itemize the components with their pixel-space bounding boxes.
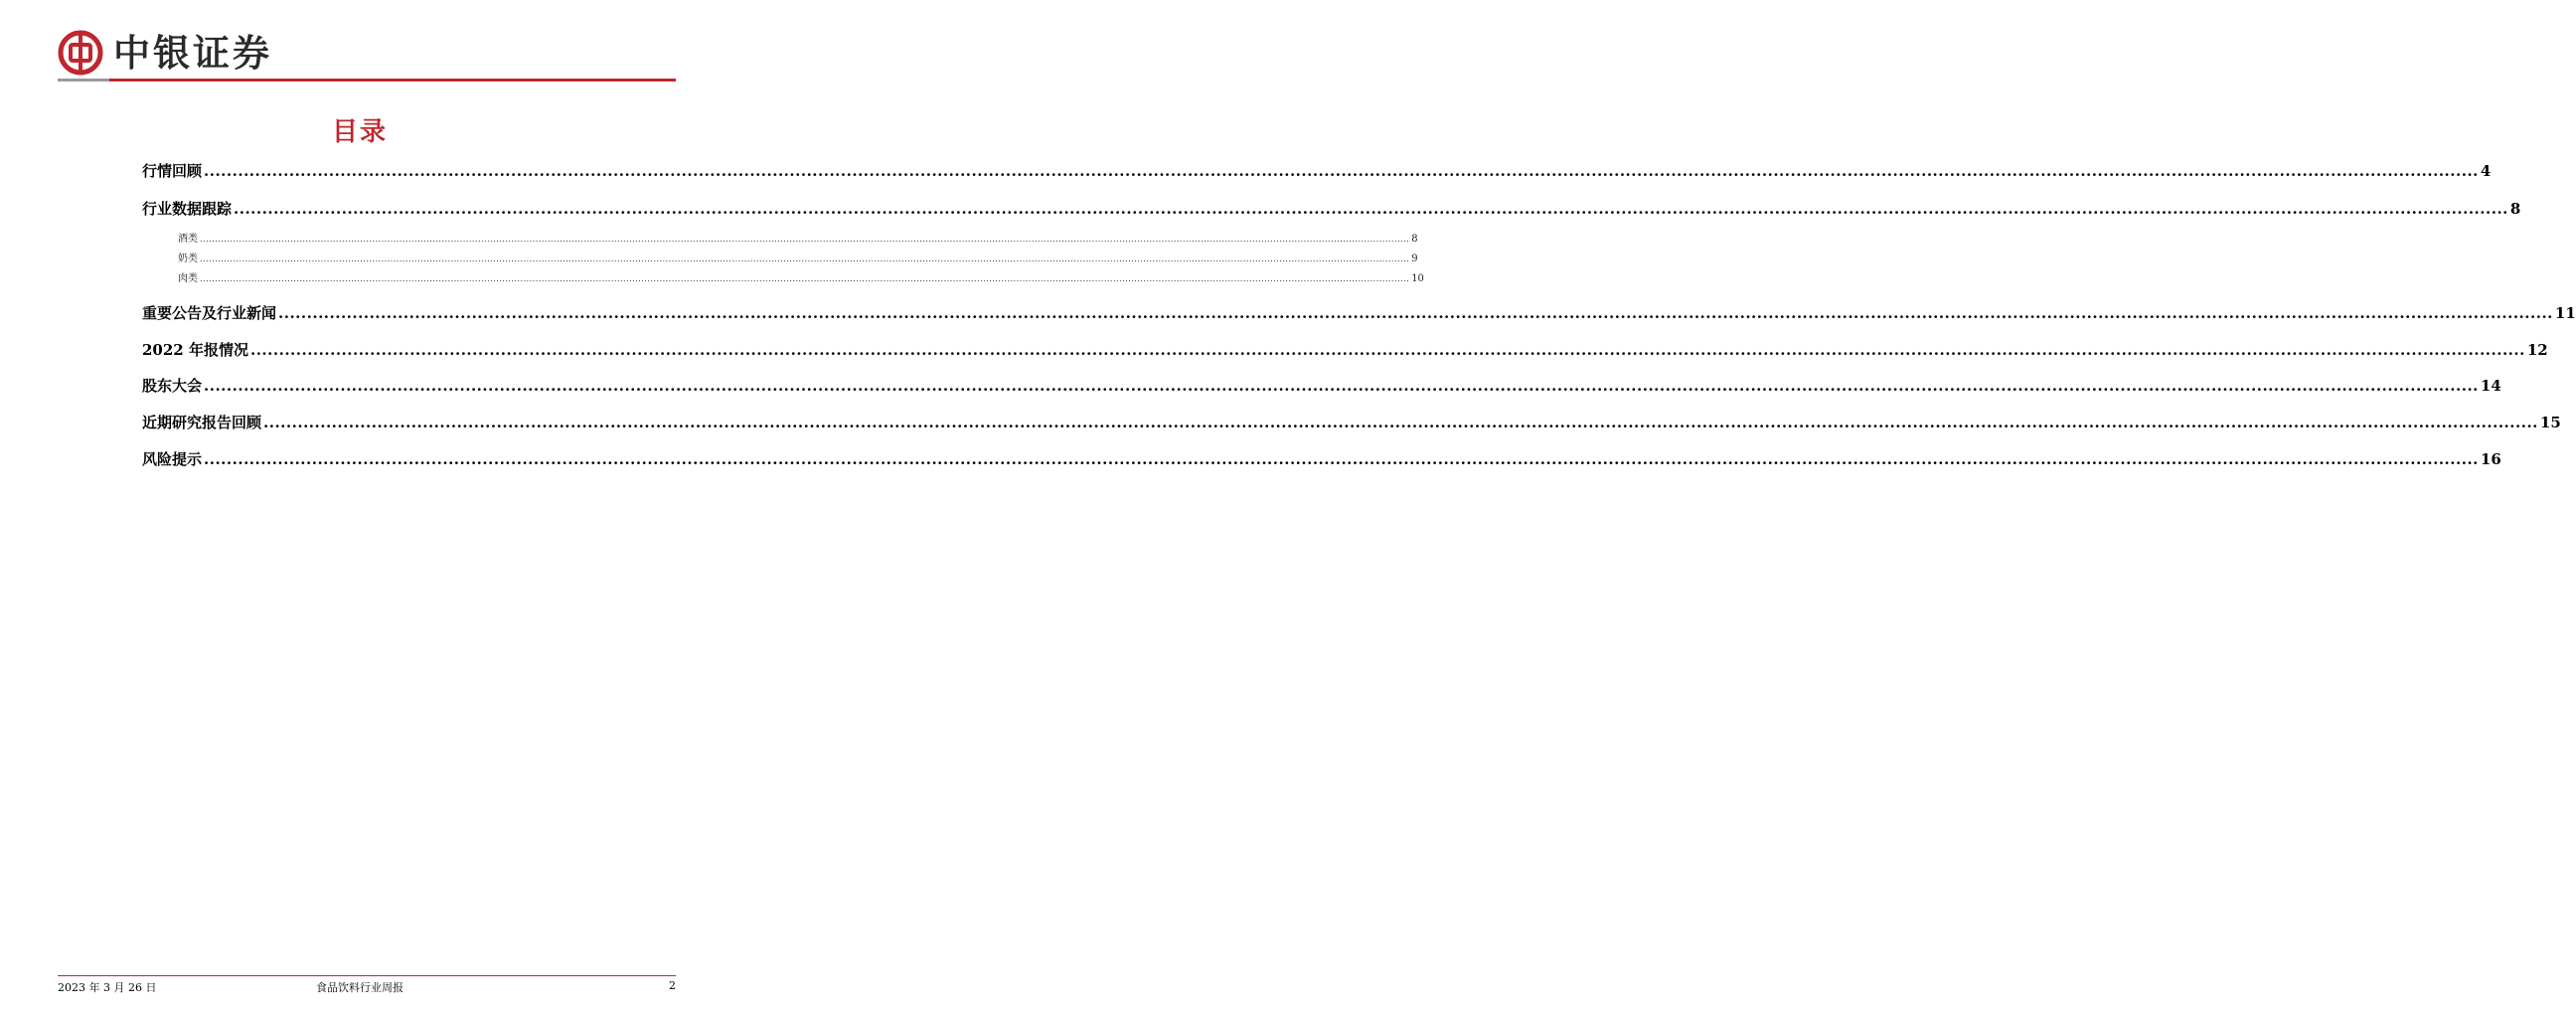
toc-entry-page: 15 <box>2539 414 2561 431</box>
toc-entry-label: 酒类 <box>178 234 198 245</box>
toc-entry-page: 8 <box>2509 200 2521 218</box>
toc-dot-leader: ................................................................................................................................................................................................................................................................................................................................................................................................................ <box>204 450 2479 468</box>
footer-rule <box>58 975 676 976</box>
toc-entry-label: 肉类 <box>178 273 198 284</box>
page-header <box>0 0 720 89</box>
bank-of-china-logo-icon <box>58 30 103 76</box>
toc-entry-page: 12 <box>2526 341 2548 359</box>
toc-entry[interactable] <box>178 272 1424 286</box>
header-rule-red <box>109 79 676 82</box>
header-rule-gray <box>58 79 109 82</box>
toc-entry-label: 奶类 <box>178 254 198 264</box>
toc-entry[interactable] <box>142 376 2501 396</box>
brand-name: 中银证券 <box>113 31 272 75</box>
toc-dot-leader: ................................................................................................................................................................................................................................................................................................................................................................................................................ <box>234 200 2508 218</box>
toc-entry-label: 行业数据跟踪 <box>142 200 233 218</box>
toc-dot-leader: ................................................................................................................................................................................................................................................................................................................................................................................................................ <box>200 274 1410 283</box>
toc-entry-page: 8 <box>1411 234 1418 245</box>
toc-entry-page: 10 <box>1411 273 1424 284</box>
toc-entry[interactable] <box>142 340 2548 360</box>
toc-entry[interactable] <box>142 199 2521 219</box>
footer-date: 2023 年 3 月 26 日 <box>58 981 157 994</box>
toc-entry-page: 14 <box>2480 377 2501 395</box>
toc-entry[interactable] <box>142 449 2501 469</box>
toc-title: 目录 <box>331 117 388 147</box>
toc-entry[interactable] <box>142 161 2492 181</box>
toc-dot-leader: ................................................................................................................................................................................................................................................................................................................................................................................................................ <box>278 304 2553 322</box>
toc-entry[interactable] <box>142 413 2561 432</box>
footer-report-name: 食品饮料行业周报 <box>316 981 403 994</box>
toc-entry-label: 风险提示 <box>142 450 203 468</box>
toc-entry-page: 11 <box>2554 304 2576 322</box>
toc-entry-page: 16 <box>2480 450 2501 468</box>
toc-entry-label: 近期研究报告回顾 <box>142 414 262 431</box>
toc-dot-leader: ................................................................................................................................................................................................................................................................................................................................................................................................................ <box>200 254 1410 263</box>
toc-entry[interactable] <box>142 303 2576 323</box>
toc-entry-page: 4 <box>2480 162 2492 180</box>
toc-entry-page: 9 <box>1411 254 1418 264</box>
toc-entry[interactable] <box>178 233 1418 247</box>
toc-dot-leader: ................................................................................................................................................................................................................................................................................................................................................................................................................ <box>200 235 1410 244</box>
toc-dot-leader: ................................................................................................................................................................................................................................................................................................................................................................................................................ <box>263 414 2538 431</box>
toc-entry-label: 行情回顾 <box>142 162 203 180</box>
toc-dot-leader: ................................................................................................................................................................................................................................................................................................................................................................................................................ <box>204 377 2479 395</box>
toc-entry[interactable] <box>178 253 1418 266</box>
toc-entry-label: 股东大会 <box>142 377 203 395</box>
toc-entry-label: 重要公告及行业新闻 <box>142 304 277 322</box>
toc-dot-leader: ................................................................................................................................................................................................................................................................................................................................................................................................................ <box>249 341 2525 359</box>
toc-dot-leader: ................................................................................................................................................................................................................................................................................................................................................................................................................ <box>204 162 2479 180</box>
footer-page-number: 2 <box>669 979 676 992</box>
toc-entry-label: 2022 年报情况 <box>142 341 248 359</box>
